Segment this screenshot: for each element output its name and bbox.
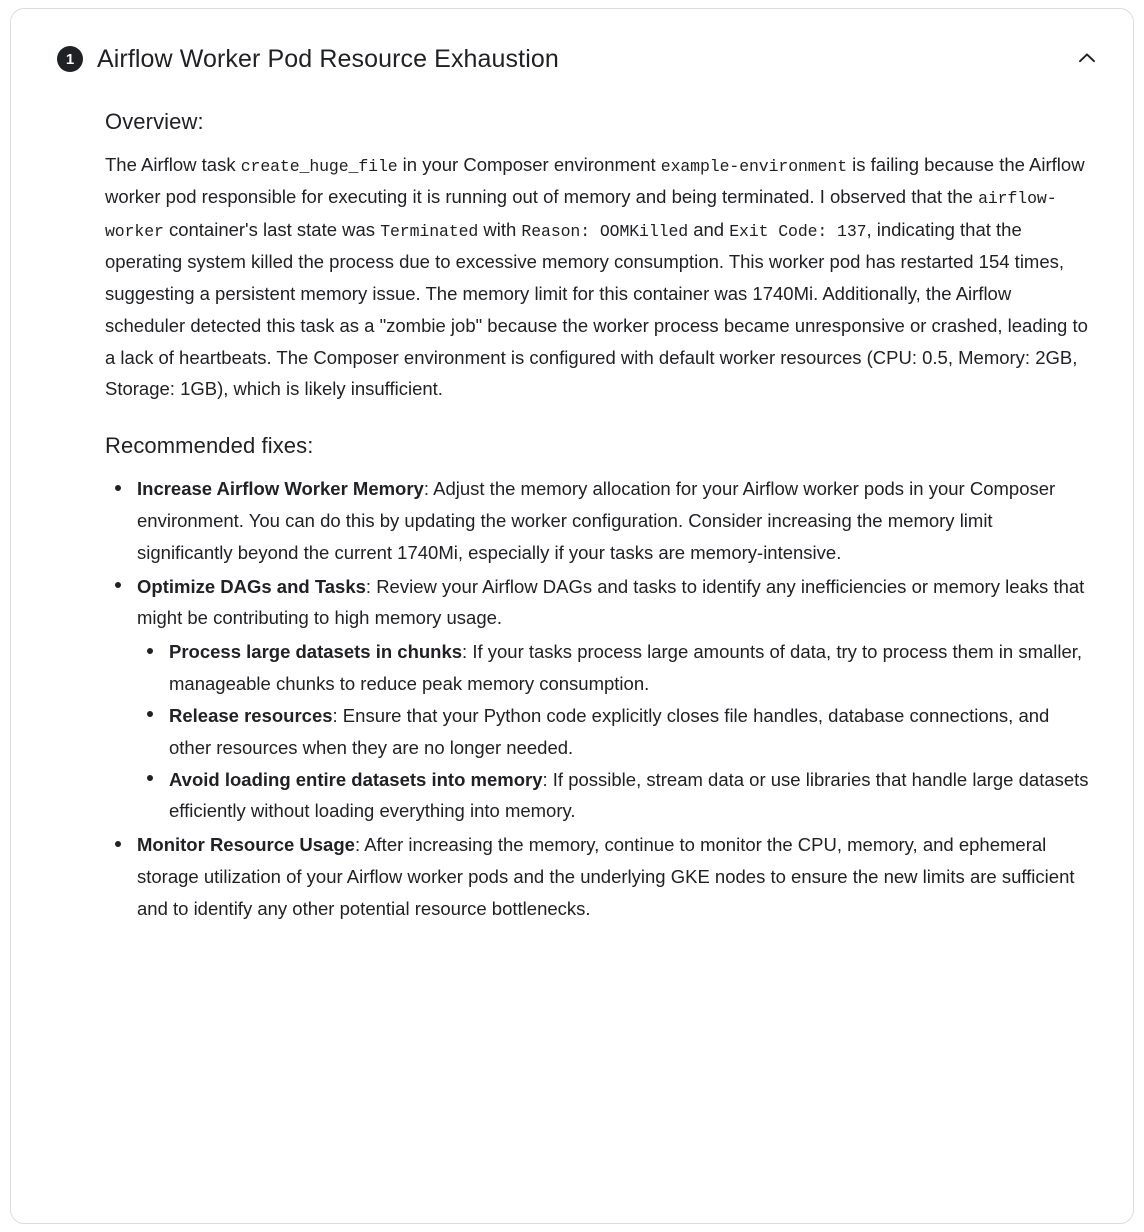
subfix-text: : Ensure that your Python code explicitly closes file handles, database connections, and other resources when they are no longer needed. [169, 704, 1050, 758]
overview-text-5: with [478, 218, 522, 240]
bullet-icon [147, 711, 153, 717]
page-title: Airflow Worker Pod Resource Exhaustion [97, 44, 559, 73]
fix-lead: Increase Airflow Worker Memory [137, 478, 424, 500]
collapse-toggle-button[interactable] [1069, 41, 1105, 77]
bullet-icon [115, 485, 121, 491]
fix-text: : After increasing the memory, continue to monitor the CPU, memory, and ephemeral storage utilization of your Airflow worker pods and the underlying GKE nodes to ensure the new limits are sufficient and to identify any other potential resource bottlenecks. [137, 834, 1075, 919]
card-header [35, 31, 1109, 81]
subfix-lead: Process large datasets in chunks [169, 641, 463, 663]
list-item [165, 764, 1089, 828]
code-container-name: airflow-worker [105, 189, 1057, 241]
recommended-fixes-list [105, 473, 1089, 924]
fix-text: : Adjust the memory allocation for your Airflow worker pods in your Composer environment. You can do this by updating the worker configuration. Consider increasing the memory limit significantly beyond the current 1740Mi, especially if your tasks are memory-intensive. [137, 478, 1056, 563]
overview-text-4: container's last state was [163, 218, 381, 240]
overview-text-3: is failing because the Airflow worker pod responsible for executing it is running out of memory and being terminated. I observed that the [105, 154, 1085, 208]
overview-text-7: , indicating that the operating system killed the process due to excessive memory consumption. This worker pod has restarted 154 times, suggesting a persistent memory issue. The memory limit for this container was 1740Mi. Additionally, the Airflow scheduler detected this task as a "zombie job" because the worker process became unresponsive or crashed, leading to a lack of heartbeats. The Composer environment is configured with default worker resources (CPU: 0.5, Memory: 2GB, Storage: 1GB), which is likely insufficient. [105, 218, 1088, 400]
recommended-fixes-heading: Recommended fixes: [105, 433, 314, 459]
overview-text-2: in your Composer environment [397, 154, 661, 175]
fix-lead: Optimize DAGs and Tasks [137, 575, 366, 597]
list-item [133, 571, 1089, 828]
issue-number-badge: 1 [57, 46, 83, 72]
fix-lead: Monitor Resource Usage [137, 834, 355, 856]
overview-text-1: The Airflow task [105, 154, 241, 175]
fix-text: : Review your Airflow DAGs and tasks to identify any inefficiencies or memory leaks that might be contributing to high memory usage. [137, 575, 1085, 629]
code-reason-oomkilled: Reason: OOMKilled [521, 221, 689, 241]
subfix-lead: Avoid loading entire datasets into memory [169, 768, 543, 790]
list-item [165, 636, 1089, 700]
subfix-text: : If your tasks process large amounts of data, try to process them in smaller, manageable chunks to reduce peak memory consumption. [169, 641, 1083, 695]
overview-text-6: and [688, 218, 730, 240]
list-item [133, 829, 1089, 924]
bullet-icon [115, 582, 121, 588]
code-task-name: create_huge_file [240, 157, 398, 176]
issue-card [10, 8, 1134, 1224]
bullet-icon [147, 648, 153, 654]
code-exit-code: Exit Code: 137 [729, 221, 867, 241]
bullet-icon [115, 841, 121, 847]
bullet-icon [147, 775, 153, 781]
chevron-up-icon [1075, 46, 1099, 73]
list-item [133, 473, 1089, 568]
code-state-terminated: Terminated [380, 221, 479, 241]
subfix-text: : If possible, stream data or use libraries that handle large datasets efficiently without loading everything into memory. [169, 768, 1089, 822]
code-environment-name: example-environment [660, 157, 848, 176]
fix-sublist [137, 636, 1089, 827]
card-body [35, 109, 1109, 925]
subfix-lead: Release resources [169, 704, 333, 726]
overview-heading: Overview: [105, 109, 204, 134]
list-item [165, 700, 1089, 764]
overview-paragraph [105, 149, 1089, 405]
